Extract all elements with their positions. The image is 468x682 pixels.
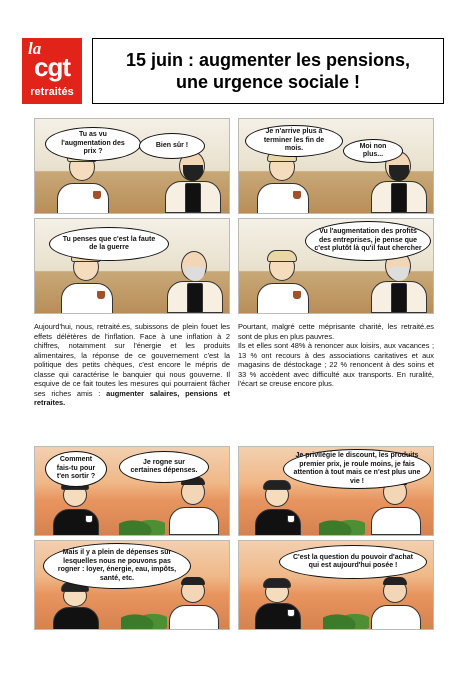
- speech-bubble: Tu penses que c'est la faute de la guerre: [49, 227, 169, 261]
- logo-cgt: cgt: [34, 52, 70, 82]
- comic-panel-top-2: [238, 118, 434, 214]
- right-paragraph-1: Pourtant, malgré cette méprisante charité, les retraité.es sont de plus en plus pauvres.: [238, 322, 434, 341]
- bald-man-figure: [163, 251, 227, 313]
- speech-bubble: Comment fais-tu pour t'en sortir ?: [45, 451, 107, 487]
- speech-bubble: C'est la question du pouvoir d'achat qui est aujourd'hui posée !: [279, 545, 427, 579]
- bearded-man-figure: [165, 579, 225, 629]
- bearded-man-figure: [165, 479, 225, 535]
- comic-panel-bottom-3: [34, 540, 230, 630]
- logo-retraites: retraités: [30, 86, 74, 98]
- comic-panel-bottom-1: [34, 446, 230, 536]
- speech-bubble: Vu l'augmentation des profits des entreprises, je pense que c'est plutôt là qu'il faut chercher: [305, 221, 431, 261]
- page-title: [92, 38, 444, 104]
- left-paragraph-bold: augmenter salaires, pensions et retraites.: [34, 388, 230, 407]
- comic-panel-bottom-4: [238, 540, 434, 630]
- title-line-2: une urgence sociale !: [175, 72, 361, 92]
- speech-bubble: Je n'arrive plus à terminer les fin de mois.: [245, 125, 343, 157]
- woman-figure: [57, 253, 117, 313]
- comic-panel-bottom-2: [238, 446, 434, 536]
- woman-figure: [53, 153, 113, 213]
- speech-bubble: Mais il y a plein de dépenses sur lesquelles nous ne pouvons pas rogner : loyer, énergie, eau, impôts, santé, etc.: [43, 543, 191, 589]
- bearded-man-figure: [367, 579, 427, 629]
- comic-panel-top-4: [238, 218, 434, 314]
- speech-bubble: Moi non plus...: [343, 139, 403, 163]
- speech-bubble: Je rogne sur certaines dépenses.: [119, 451, 209, 483]
- woman-figure: [249, 581, 309, 629]
- logo-la: la: [28, 39, 42, 58]
- speech-bubble: Bien sûr !: [139, 133, 205, 159]
- woman-figure: [47, 585, 107, 629]
- bearded-man-figure: [161, 151, 225, 213]
- comic-panel-top-3: [34, 218, 230, 314]
- woman-figure: [249, 483, 309, 535]
- left-paragraph: Aujourd'hui, nous, retraité.es, subissons de plein fouet les effets délétères de l'inflation. Face à une inflation à 2 chiffres, notamment sur l'énergie et les produits alimentaires, la réponse de ce gouvernement c'est la politique des petits chèques, c'est encore le mépris de classe qui caractérise le banquier qui nous gouverne. Il esquive de ce fait toutes les mesures qui pourraient fâcher ses riches amis :: [34, 322, 230, 398]
- speech-bubble: Tu as vu l'augmentation des prix ?: [45, 127, 141, 161]
- right-paragraph-2: Ils et elles sont 48% à renoncer aux loisirs, aux vacances ; 13 % ont recours à des associations caritatives et aux magasins de déstockage ; 22 % renoncent à des soins et 33 % accèdent avec difficulté aux transports. En ruralité, l'écart se creuse encore plus.: [238, 341, 434, 388]
- speech-bubble: Je privilégie le discount, les produits premier prix, je roule moins, je fais attention à tout mais ce n'est plus une vie !: [283, 449, 431, 489]
- woman-figure: [253, 253, 313, 313]
- text-column-left: [34, 322, 230, 408]
- comic-panel-top-1: [34, 118, 230, 214]
- title-line-1: 15 juin : augmenter les pensions,: [125, 50, 411, 70]
- woman-figure: [253, 153, 313, 213]
- woman-figure: [47, 483, 107, 535]
- text-column-right: [238, 322, 434, 389]
- cgt-logo: [22, 38, 82, 104]
